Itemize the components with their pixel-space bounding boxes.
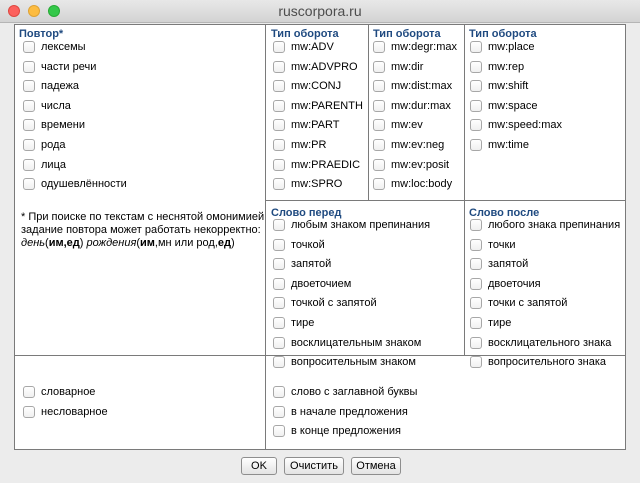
word-before-option[interactable]: [273, 276, 351, 292]
checkbox[interactable]: [23, 406, 35, 418]
checkbox[interactable]: [273, 159, 285, 171]
construction-type-option[interactable]: [273, 117, 340, 133]
checkbox-label: mw:ev: [391, 119, 423, 131]
repeat-option[interactable]: [23, 78, 79, 94]
checkbox-label: одушевлённости: [41, 178, 127, 190]
checkbox[interactable]: [470, 356, 482, 368]
checkbox[interactable]: [373, 178, 385, 190]
repeat-option[interactable]: [23, 39, 86, 55]
checkbox[interactable]: [470, 139, 482, 151]
checkbox[interactable]: [23, 178, 35, 190]
construction-type-option[interactable]: [373, 59, 423, 75]
word-after-option[interactable]: [470, 354, 606, 370]
word-after-option[interactable]: [470, 315, 511, 331]
checkbox[interactable]: [23, 159, 35, 171]
checkbox[interactable]: [273, 356, 285, 368]
divider: [368, 25, 369, 200]
checkbox-label: запятой: [291, 258, 332, 270]
checkbox-label: mw:SPRO: [291, 178, 343, 190]
repeat-option[interactable]: [23, 176, 127, 192]
word-before-option[interactable]: [273, 354, 416, 370]
checkbox-label: любого знака препинания: [488, 219, 621, 231]
checkbox-label: любым знаком препинания: [291, 219, 431, 231]
checkbox[interactable]: [23, 61, 35, 73]
checkbox[interactable]: [273, 41, 285, 53]
checkbox-label: mw:ADV: [291, 41, 334, 53]
checkbox[interactable]: [273, 80, 285, 92]
checkbox-label: вопросительного знака: [488, 356, 607, 368]
construction-type-option[interactable]: [470, 117, 562, 133]
checkbox-label: mw:time: [488, 139, 529, 151]
checkbox-label: mw:place: [488, 41, 535, 53]
construction-type-option[interactable]: [470, 59, 524, 75]
checkbox[interactable]: [470, 297, 482, 309]
construction-type-option[interactable]: [373, 117, 423, 133]
homonymy-note: [21, 211, 269, 250]
checkbox[interactable]: [23, 119, 35, 131]
note-paren: (: [136, 237, 140, 249]
construction-type-header: Тип оборота: [373, 28, 441, 40]
checkbox[interactable]: [23, 100, 35, 112]
word-after-header: Слово после: [469, 207, 540, 219]
checkbox[interactable]: [470, 41, 482, 53]
checkbox[interactable]: [470, 258, 482, 270]
checkbox[interactable]: [273, 425, 285, 437]
checkbox[interactable]: [273, 219, 285, 231]
repeat-option[interactable]: [23, 98, 71, 114]
checkbox-label: в начале предложения: [291, 406, 408, 418]
construction-type-option[interactable]: [273, 137, 326, 153]
checkbox-label: mw:loc:body: [391, 178, 453, 190]
checkbox-label: восклицательным знаком: [291, 337, 422, 349]
checkbox-label: mw:CONJ: [291, 80, 342, 92]
checkbox-label: времени: [41, 119, 85, 131]
checkbox[interactable]: [273, 239, 285, 251]
checkbox-label: части речи: [41, 61, 97, 73]
capitalization-option[interactable]: [273, 423, 401, 439]
word-after-option[interactable]: [470, 295, 567, 311]
checkbox[interactable]: [373, 61, 385, 73]
note-example-gram: ,мн или род,: [154, 237, 218, 249]
note-paren: ): [79, 237, 87, 249]
checkbox-label: в конце предложения: [291, 425, 401, 437]
checkbox[interactable]: [470, 119, 482, 131]
word-before-header: Слово перед: [271, 207, 342, 219]
checkbox-label: восклицательного знака: [488, 337, 612, 349]
checkbox-label: точкой: [291, 239, 325, 251]
checkbox-label: словарное: [41, 386, 96, 398]
checkbox-label: лица: [41, 159, 66, 171]
capitalization-option[interactable]: [273, 404, 408, 420]
window-title: ruscorpora.ru: [278, 3, 362, 19]
repeat-header: Повтор*: [19, 28, 64, 40]
checkbox-label: mw:rep: [488, 61, 525, 73]
checkbox[interactable]: [273, 119, 285, 131]
checkbox-label: двоеточием: [291, 278, 352, 290]
checkbox[interactable]: [273, 337, 285, 349]
checkbox-label: числа: [41, 100, 71, 112]
checkbox-label: mw:ev:neg: [391, 139, 445, 151]
construction-type-option[interactable]: [273, 39, 334, 55]
checkbox[interactable]: [470, 239, 482, 251]
checkbox[interactable]: [470, 337, 482, 349]
checkbox-label: mw:PART: [291, 119, 340, 131]
checkbox[interactable]: [470, 80, 482, 92]
checkbox[interactable]: [373, 100, 385, 112]
construction-type-option[interactable]: [373, 98, 451, 114]
note-example-word: рождения: [86, 237, 137, 249]
word-before-option[interactable]: [273, 295, 377, 311]
repeat-option[interactable]: [23, 59, 96, 75]
checkbox[interactable]: [373, 139, 385, 151]
checkbox[interactable]: [273, 278, 285, 290]
checkbox-label: точки: [488, 239, 516, 251]
checkbox[interactable]: [273, 100, 285, 112]
checkbox[interactable]: [373, 159, 385, 171]
checkbox[interactable]: [470, 219, 482, 231]
word-before-option[interactable]: [273, 335, 421, 351]
repeat-option[interactable]: [23, 137, 66, 153]
checkbox-label: рода: [41, 139, 66, 151]
construction-type-option[interactable]: [470, 137, 529, 153]
word-after-option[interactable]: [470, 256, 528, 272]
checkbox-label: mw:speed:max: [488, 119, 562, 131]
checkbox[interactable]: [470, 100, 482, 112]
divider: [265, 200, 626, 201]
word-after-option[interactable]: [470, 237, 515, 253]
construction-type-option[interactable]: [373, 157, 449, 173]
note-paren: (: [45, 237, 49, 249]
checkbox[interactable]: [273, 258, 285, 270]
construction-type-option[interactable]: [373, 39, 457, 55]
checkbox[interactable]: [273, 139, 285, 151]
checkbox-label: тире: [488, 317, 512, 329]
checkbox[interactable]: [273, 317, 285, 329]
note-paren: ): [231, 237, 235, 249]
construction-type-option[interactable]: [470, 78, 528, 94]
checkbox-label: точкой с запятой: [291, 297, 377, 309]
checkbox[interactable]: [273, 297, 285, 309]
cancel-button[interactable]: Отмена: [351, 457, 401, 475]
checkbox-label: несловарное: [41, 406, 108, 418]
checkbox-label: слово с заглавной буквы: [291, 386, 418, 398]
note-example-gram: ед: [217, 237, 231, 249]
checkbox[interactable]: [23, 386, 35, 398]
checkbox-label: падежа: [41, 80, 79, 92]
word-before-option[interactable]: [273, 256, 331, 272]
construction-type-option[interactable]: [273, 98, 363, 114]
checkbox-label: mw:degr:max: [391, 41, 458, 53]
checkbox-label: запятой: [488, 258, 529, 270]
word-before-option[interactable]: [273, 315, 314, 331]
repeat-option[interactable]: [23, 157, 66, 173]
word-after-option[interactable]: [470, 335, 611, 351]
checkbox-label: mw:PRAEDIC: [291, 159, 361, 171]
construction-type-header: Тип оборота: [469, 28, 537, 40]
checkbox[interactable]: [23, 41, 35, 53]
checkbox[interactable]: [273, 406, 285, 418]
checkbox-label: вопросительным знаком: [291, 356, 416, 368]
checkbox[interactable]: [273, 386, 285, 398]
construction-type-option[interactable]: [273, 176, 342, 192]
note-text: * При поиске по текстам с неснятой омонимией задание повтора может работать некорректно:: [21, 211, 265, 236]
checkbox[interactable]: [273, 178, 285, 190]
checkbox-label: mw:space: [488, 100, 538, 112]
checkbox[interactable]: [373, 119, 385, 131]
checkbox-label: mw:shift: [488, 80, 529, 92]
checkbox-label: mw:ADVPRO: [291, 61, 358, 73]
construction-type-option[interactable]: [373, 78, 452, 94]
checkbox-label: двоеточия: [488, 278, 541, 290]
checkbox-label: mw:dur:max: [391, 100, 451, 112]
construction-type-header: Тип оборота: [271, 28, 339, 40]
clear-button[interactable]: Очистить: [284, 457, 344, 475]
word-before-option[interactable]: [273, 217, 430, 233]
construction-type-option[interactable]: [470, 98, 538, 114]
checkbox-label: mw:PARENTH: [291, 100, 363, 112]
checkbox-label: mw:dir: [391, 61, 424, 73]
note-example-gram: им: [140, 237, 155, 249]
dictionary-option[interactable]: [23, 384, 95, 400]
construction-type-option[interactable]: [273, 78, 341, 94]
ok-button[interactable]: OK: [241, 457, 277, 475]
construction-type-option[interactable]: [373, 176, 452, 192]
checkbox[interactable]: [470, 317, 482, 329]
window-titlebar: [0, 0, 640, 23]
checkbox[interactable]: [23, 139, 35, 151]
checkbox-label: mw:dist:max: [391, 80, 453, 92]
checkbox[interactable]: [23, 80, 35, 92]
checkbox[interactable]: [470, 61, 482, 73]
checkbox-label: тире: [291, 317, 315, 329]
construction-type-option[interactable]: [373, 137, 444, 153]
construction-type-option[interactable]: [273, 59, 358, 75]
construction-type-option[interactable]: [470, 39, 534, 55]
dictionary-option[interactable]: [23, 404, 108, 420]
checkbox-label: mw:PR: [291, 139, 327, 151]
word-after-option[interactable]: [470, 276, 541, 292]
divider: [464, 25, 465, 355]
checkbox-label: лексемы: [41, 41, 86, 53]
search-options-panel: [14, 24, 626, 450]
word-after-option[interactable]: [470, 217, 620, 233]
checkbox-label: точки с запятой: [488, 297, 568, 309]
checkbox[interactable]: [373, 80, 385, 92]
capitalization-option[interactable]: [273, 384, 417, 400]
note-example-gram: им,ед: [48, 237, 80, 249]
checkbox[interactable]: [273, 61, 285, 73]
word-before-option[interactable]: [273, 237, 325, 253]
checkbox-label: mw:ev:posit: [391, 159, 450, 171]
construction-type-option[interactable]: [273, 157, 360, 173]
note-example-word: день: [21, 237, 46, 249]
checkbox[interactable]: [373, 41, 385, 53]
repeat-option[interactable]: [23, 117, 85, 133]
checkbox[interactable]: [470, 278, 482, 290]
